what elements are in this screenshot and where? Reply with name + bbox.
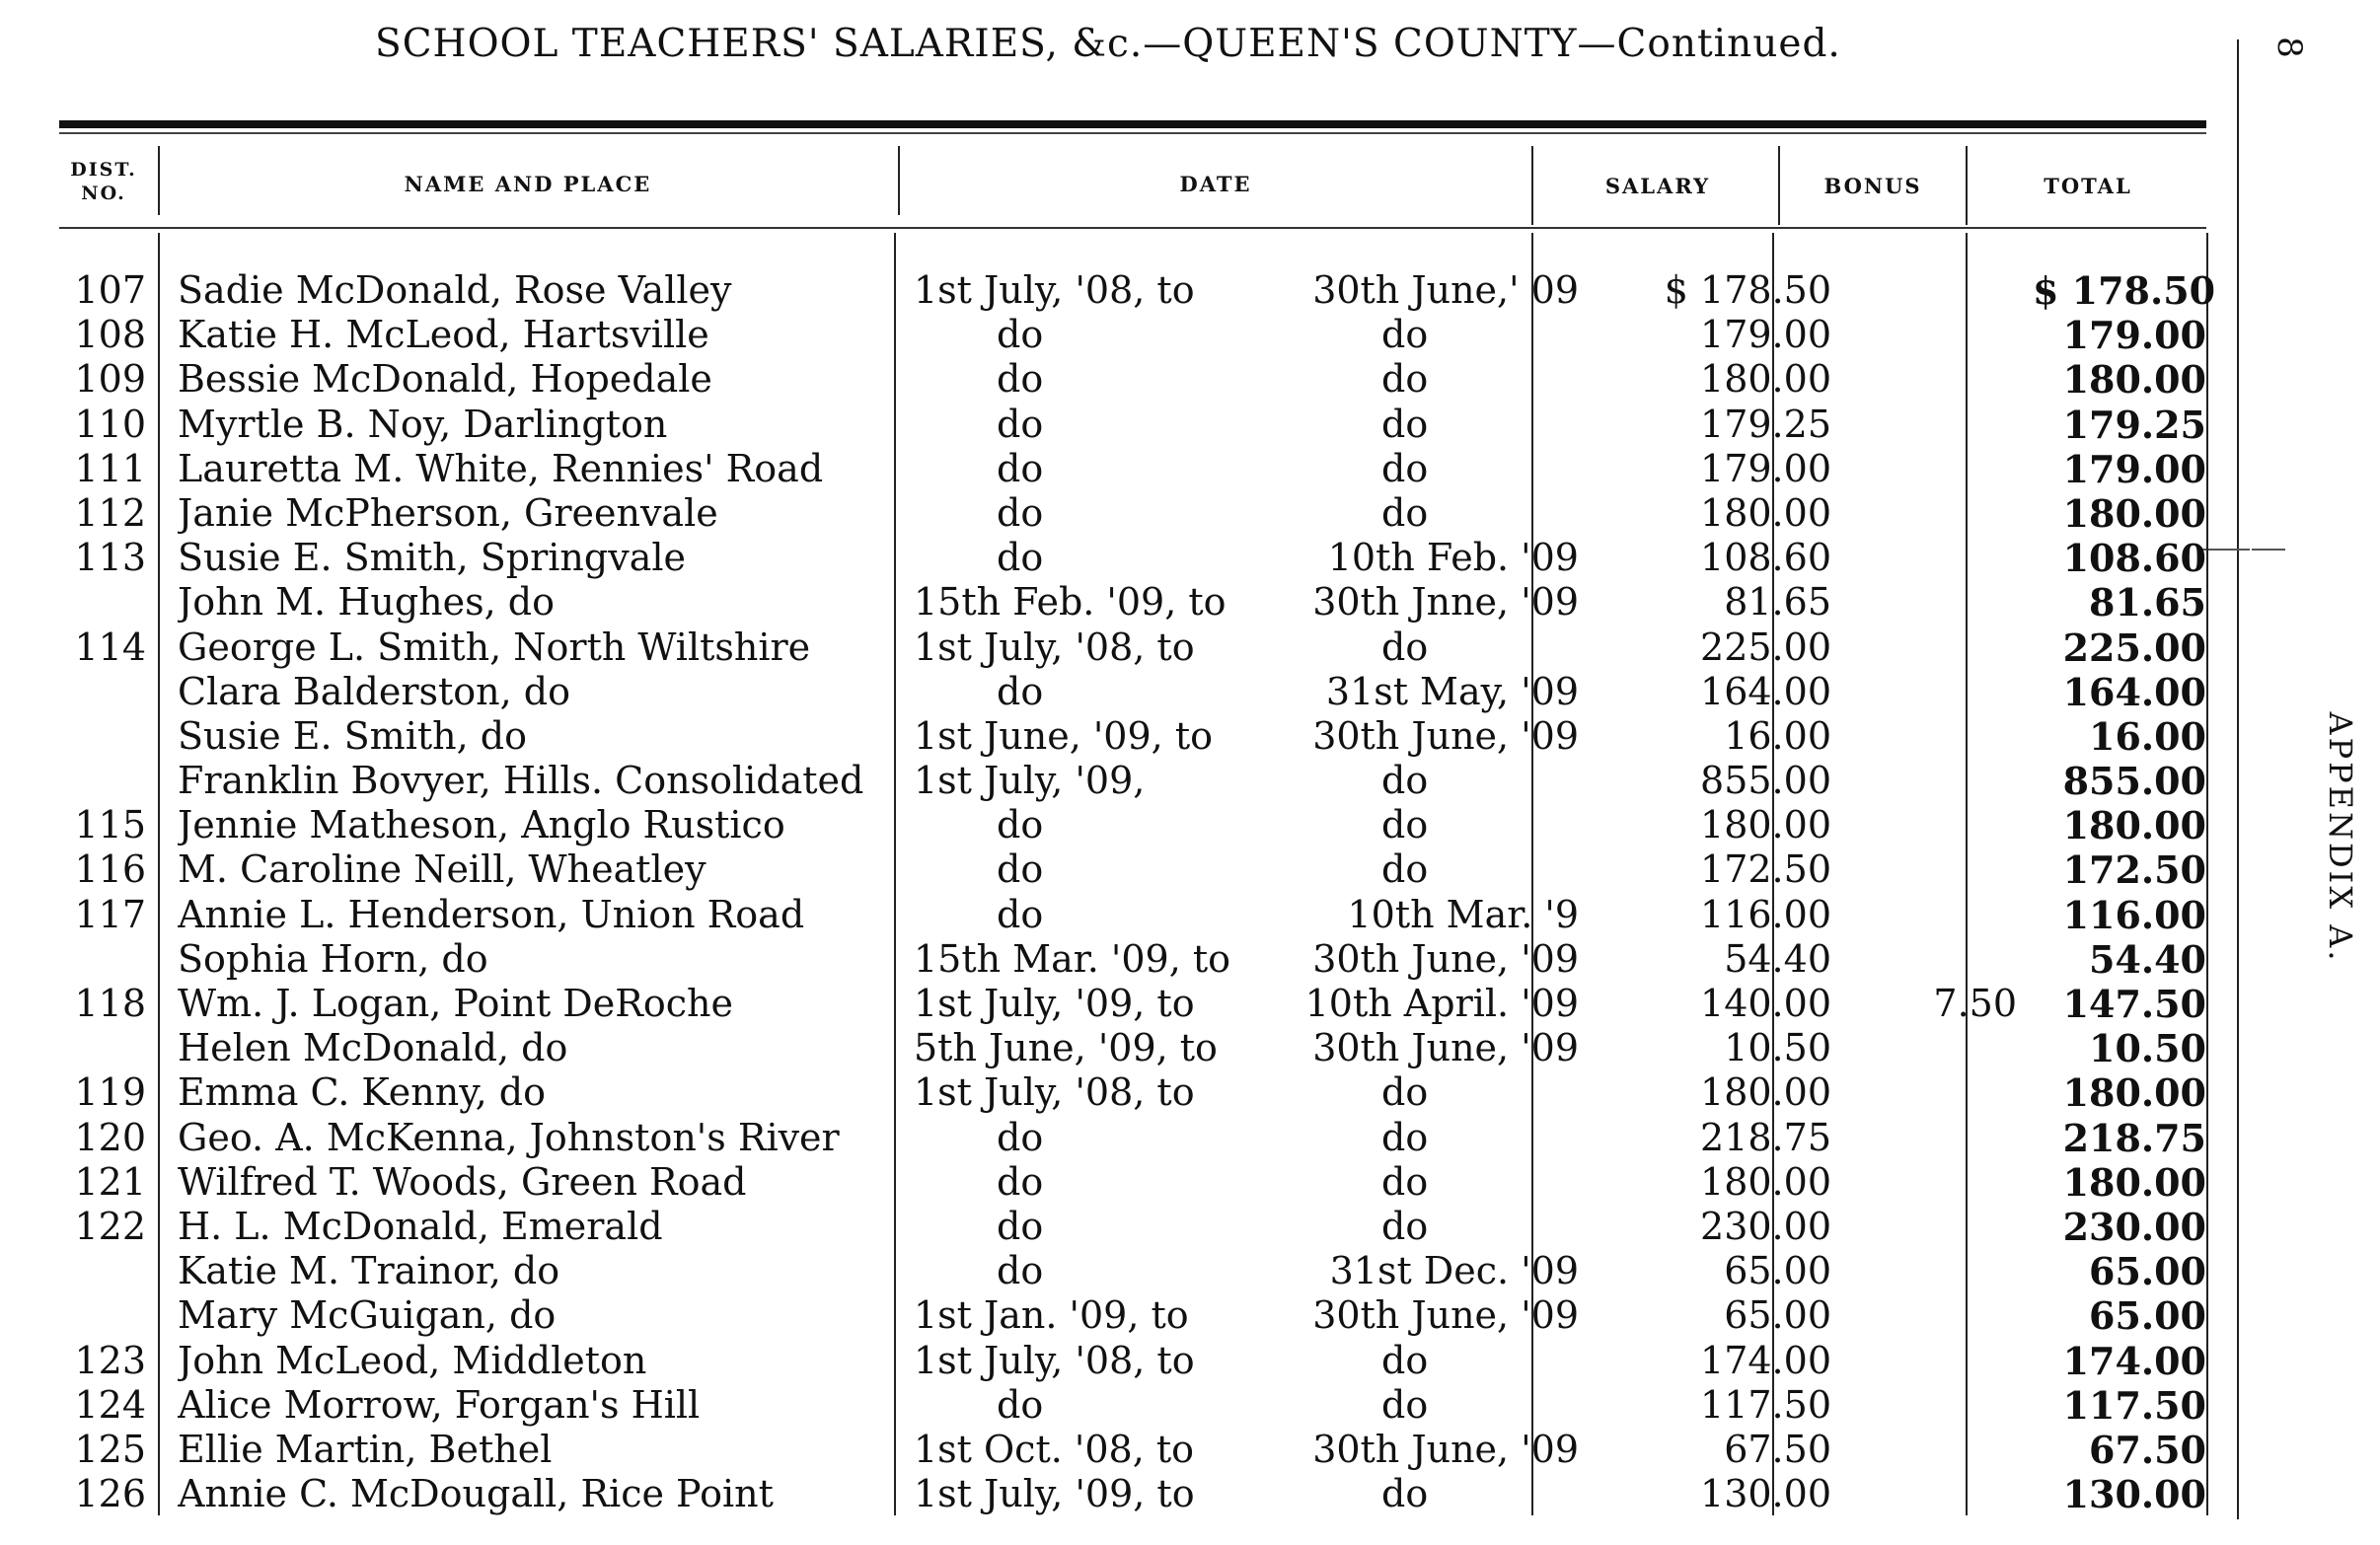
date-to: do xyxy=(1381,490,1429,535)
date-from: do xyxy=(997,357,1044,402)
column-header-rule xyxy=(59,227,2206,229)
total-amount: 117.50 xyxy=(2062,1382,2206,1428)
total-amount: 10.50 xyxy=(2089,1026,2206,1071)
district-number: 108 xyxy=(74,313,146,357)
salary-amount: 179.25 xyxy=(1700,402,1831,446)
salary-amount: 174.00 xyxy=(1700,1338,1831,1382)
total-amount: 65.00 xyxy=(2089,1249,2206,1294)
table-row xyxy=(59,536,2210,580)
district-number: 110 xyxy=(74,402,146,446)
date-to: 30th June,' 09 xyxy=(1312,268,1579,312)
district-number: 121 xyxy=(74,1159,146,1204)
total-amount: 172.50 xyxy=(2062,847,2206,893)
teacher-name-place: M. Caroline Neill, Wheatley xyxy=(178,847,707,892)
page-title: SCHOOL TEACHERS' SALARIES, &c.—QUEEN'S COUNTY—Continued. xyxy=(375,22,1841,66)
table-row xyxy=(59,803,2210,847)
salary-amount: 180.00 xyxy=(1700,490,1831,535)
date-to: do xyxy=(1381,1070,1429,1115)
date-to: do xyxy=(1381,357,1429,402)
table-row xyxy=(59,1383,2210,1428)
table-row xyxy=(59,1160,2210,1205)
teacher-name-place: Helen McDonald, do xyxy=(178,1026,568,1070)
table-row xyxy=(59,1205,2210,1249)
teacher-name-place: John M. Hughes, do xyxy=(178,580,555,625)
table-row xyxy=(59,670,2210,714)
date-to: 30th June, '09 xyxy=(1312,936,1579,981)
salary-amount: 180.00 xyxy=(1700,1070,1831,1115)
district-number: 116 xyxy=(74,847,146,892)
table-row xyxy=(59,1116,2210,1160)
date-from: 1st June, '09, to xyxy=(914,713,1213,758)
total-amount: 65.00 xyxy=(2089,1293,2206,1339)
teacher-name-place: Annie C. McDougall, Rice Point xyxy=(178,1472,774,1516)
salary-amount: $ 178.50 xyxy=(1664,268,1831,312)
date-from: 1st July, '09, to xyxy=(914,1472,1195,1516)
date-to: do xyxy=(1381,1472,1429,1516)
date-to: do xyxy=(1381,1338,1429,1382)
table-row xyxy=(59,847,2210,892)
date-from: 15th Feb. '09, to xyxy=(914,580,1227,625)
date-from: do xyxy=(997,446,1044,490)
salary-amount: 116.00 xyxy=(1700,892,1831,936)
teacher-name-place: Lauretta M. White, Rennies' Road xyxy=(178,446,824,490)
salary-amount: 108.60 xyxy=(1700,536,1831,580)
district-number: 111 xyxy=(74,446,146,490)
date-to: 10th Mar. '9 xyxy=(1347,892,1579,936)
teacher-name-place: Wilfred T. Woods, Green Road xyxy=(178,1159,747,1204)
table-row xyxy=(59,1293,2210,1338)
total-amount: 180.00 xyxy=(2062,357,2206,403)
column-header-name: NAME AND PLACE xyxy=(404,172,652,196)
teacher-name-place: Bessie McDonald, Hopedale xyxy=(178,357,712,402)
date-to: do xyxy=(1381,847,1429,892)
teacher-name-place: Annie L. Henderson, Union Road xyxy=(178,892,805,936)
margin-tick xyxy=(2252,549,2285,551)
salary-amount: 180.00 xyxy=(1700,803,1831,847)
salary-amount: 180.00 xyxy=(1700,1159,1831,1204)
table-row xyxy=(59,1026,2210,1070)
page-number: 8 xyxy=(2269,37,2309,58)
table-row xyxy=(59,491,2210,536)
header-rule-thin xyxy=(59,132,2206,134)
date-from: 15th Mar. '09, to xyxy=(914,936,1230,981)
total-amount: 81.65 xyxy=(2089,580,2206,625)
district-number: 122 xyxy=(74,1204,146,1248)
teacher-name-place: Ellie Martin, Bethel xyxy=(178,1427,553,1471)
teacher-name-place: Mary McGuigan, do xyxy=(178,1293,557,1338)
salary-amount: 140.00 xyxy=(1700,982,1831,1025)
date-from: 1st July, '08, to xyxy=(914,1338,1195,1382)
table-row xyxy=(59,625,2210,670)
total-amount: 108.60 xyxy=(2062,536,2206,581)
teacher-name-place: Katie M. Trainor, do xyxy=(178,1249,560,1293)
table-row xyxy=(59,1070,2210,1115)
column-header-date: DATE xyxy=(1179,172,1252,196)
date-to: 10th April. '09 xyxy=(1304,982,1579,1025)
teacher-name-place: Sophia Horn, do xyxy=(178,936,488,981)
district-number: 115 xyxy=(74,803,146,847)
salary-amount: 164.00 xyxy=(1700,669,1831,713)
date-from: do xyxy=(997,536,1044,580)
salary-amount: 117.50 xyxy=(1700,1382,1831,1427)
table-row xyxy=(59,313,2210,357)
total-amount: 179.25 xyxy=(2062,402,2206,447)
date-to: do xyxy=(1381,1159,1429,1204)
total-amount: 147.50 xyxy=(2062,982,2206,1026)
teacher-name-place: Emma C. Kenny, do xyxy=(178,1070,547,1115)
total-amount: 218.75 xyxy=(2062,1115,2206,1160)
salary-amount: 81.65 xyxy=(1724,580,1831,625)
date-to: 10th Feb. '09 xyxy=(1327,536,1579,580)
district-number: 125 xyxy=(74,1427,146,1471)
date-from: do xyxy=(997,402,1044,446)
table-row xyxy=(59,268,2216,313)
table-row xyxy=(59,580,2210,625)
date-from: do xyxy=(997,313,1044,357)
total-amount: 180.00 xyxy=(2062,1159,2206,1205)
total-amount: 230.00 xyxy=(2062,1204,2206,1249)
date-to: do xyxy=(1381,1204,1429,1248)
date-from: do xyxy=(997,1204,1044,1248)
teacher-name-place: Susie E. Smith, do xyxy=(178,713,527,758)
salary-amount: 65.00 xyxy=(1724,1249,1831,1293)
salary-amount: 225.00 xyxy=(1700,625,1831,669)
column-header-total: TOTAL xyxy=(2044,174,2132,198)
salary-amount: 180.00 xyxy=(1700,357,1831,402)
date-to: 31st May, '09 xyxy=(1325,669,1579,713)
column-header-dist: DIST. NO. xyxy=(70,159,137,204)
table-row xyxy=(59,1428,2210,1472)
salary-amount: 179.00 xyxy=(1700,446,1831,490)
district-number: 120 xyxy=(74,1115,146,1159)
total-amount: 225.00 xyxy=(2062,625,2206,670)
teacher-name-place: Geo. A. McKenna, Johnston's River xyxy=(178,1115,840,1159)
salary-amount: 855.00 xyxy=(1700,759,1831,803)
teacher-name-place: Alice Morrow, Forgan's Hill xyxy=(178,1382,701,1427)
margin-rule xyxy=(2237,39,2239,1519)
date-from: do xyxy=(997,669,1044,713)
teacher-name-place: John McLeod, Middleton xyxy=(178,1338,647,1382)
total-amount: 54.40 xyxy=(2089,936,2206,982)
table-row xyxy=(59,447,2210,491)
teacher-name-place: H. L. McDonald, Emerald xyxy=(178,1204,663,1248)
teacher-name-place: Wm. J. Logan, Point DeRoche xyxy=(178,982,733,1025)
salary-amount: 172.50 xyxy=(1700,847,1831,892)
column-header-bonus: BONUS xyxy=(1823,174,1922,198)
date-from: do xyxy=(997,803,1044,847)
date-from: 1st July, '09, xyxy=(914,759,1146,803)
district-number: 123 xyxy=(74,1338,146,1382)
column-divider xyxy=(158,146,160,215)
table-row xyxy=(59,357,2210,402)
total-amount: 180.00 xyxy=(2062,1070,2206,1116)
total-amount: 174.00 xyxy=(2062,1338,2206,1383)
salary-amount: 16.00 xyxy=(1724,713,1831,758)
total-amount: 164.00 xyxy=(2062,669,2206,714)
date-to: do xyxy=(1381,1115,1429,1159)
teacher-name-place: Jennie Matheson, Anglo Rustico xyxy=(178,803,785,847)
date-to: do xyxy=(1381,803,1429,847)
date-to: 30th June, '09 xyxy=(1312,1293,1579,1338)
date-from: 1st July, '09, to xyxy=(914,982,1195,1025)
table-row xyxy=(59,893,2210,937)
district-number: 126 xyxy=(74,1472,146,1516)
bonus-amount: 7.50 xyxy=(1933,982,2017,1025)
salary-amount: 130.00 xyxy=(1700,1472,1831,1516)
date-from: do xyxy=(997,1159,1044,1204)
district-number: 114 xyxy=(74,625,146,669)
teacher-name-place: Franklin Bovyer, Hills. Consolidated xyxy=(178,759,864,803)
date-to: do xyxy=(1381,759,1429,803)
teacher-name-place: Clara Balderston, do xyxy=(178,669,570,713)
table-row xyxy=(59,1339,2210,1383)
date-from: 1st Jan. '09, to xyxy=(914,1293,1189,1338)
date-from: 1st July, '08, to xyxy=(914,1070,1195,1115)
date-from: do xyxy=(997,847,1044,892)
teacher-name-place: Sadie McDonald, Rose Valley xyxy=(178,268,732,312)
total-amount: 16.00 xyxy=(2089,713,2206,759)
date-to: 31st Dec. '09 xyxy=(1329,1249,1579,1293)
date-from: 1st July, '08, to xyxy=(914,268,1195,312)
salary-amount: 65.00 xyxy=(1724,1293,1831,1338)
total-amount: 180.00 xyxy=(2062,803,2206,848)
teacher-name-place: Janie McPherson, Greenvale xyxy=(178,490,718,535)
date-from: do xyxy=(997,1249,1044,1293)
date-to: do xyxy=(1381,446,1429,490)
table-row xyxy=(59,982,2210,1026)
salary-amount: 54.40 xyxy=(1724,936,1831,981)
district-number: 112 xyxy=(74,490,146,535)
teacher-name-place: Myrtle B. Noy, Darlington xyxy=(178,402,668,446)
table-row xyxy=(59,759,2210,803)
date-to: do xyxy=(1381,1382,1429,1427)
date-to: do xyxy=(1381,402,1429,446)
table-row xyxy=(59,937,2210,982)
date-from: 1st Oct. '08, to xyxy=(914,1427,1194,1471)
salary-amount: 179.00 xyxy=(1700,313,1831,357)
total-amount: 855.00 xyxy=(2062,759,2206,804)
date-from: 1st July, '08, to xyxy=(914,625,1195,669)
date-to: 30th June, '09 xyxy=(1312,1427,1579,1471)
table-row xyxy=(59,714,2210,759)
table-row xyxy=(59,403,2210,447)
header-rule-thick xyxy=(59,120,2206,128)
column-divider xyxy=(898,146,900,215)
column-divider xyxy=(1778,146,1780,225)
column-header-salary: SALARY xyxy=(1604,174,1711,198)
salary-amount: 218.75 xyxy=(1700,1115,1831,1159)
district-number: 113 xyxy=(74,536,146,580)
date-to: do xyxy=(1381,625,1429,669)
date-to: do xyxy=(1381,313,1429,357)
total-amount: 116.00 xyxy=(2062,892,2206,937)
date-from: do xyxy=(997,1115,1044,1159)
teacher-name-place: George L. Smith, North Wiltshire xyxy=(178,625,811,669)
date-from: do xyxy=(997,1382,1044,1427)
column-divider xyxy=(1966,146,1968,225)
district-number: 119 xyxy=(74,1070,146,1115)
total-amount: 179.00 xyxy=(2062,313,2206,358)
salary-amount: 10.50 xyxy=(1724,1026,1831,1070)
district-number: 124 xyxy=(74,1382,146,1427)
total-amount: $ 178.50 xyxy=(2033,268,2216,313)
district-number: 107 xyxy=(74,268,146,312)
teacher-name-place: Susie E. Smith, Springvale xyxy=(178,536,686,580)
total-amount: 179.00 xyxy=(2062,446,2206,491)
table-row xyxy=(59,1249,2210,1293)
date-to: 30th June, '09 xyxy=(1312,1026,1579,1070)
date-from: 5th June, '09, to xyxy=(914,1026,1218,1070)
salary-amount: 67.50 xyxy=(1724,1427,1831,1471)
district-number: 118 xyxy=(74,982,146,1025)
appendix-label: APPENDIX A. xyxy=(2322,711,2359,964)
date-to: 30th June, '09 xyxy=(1312,713,1579,758)
date-to: 30th Jnne, '09 xyxy=(1312,580,1579,625)
total-amount: 180.00 xyxy=(2062,490,2206,536)
district-number: 109 xyxy=(74,357,146,402)
total-amount: 130.00 xyxy=(2062,1472,2206,1517)
district-number: 117 xyxy=(74,892,146,936)
column-divider xyxy=(1531,146,1533,225)
teacher-name-place: Katie H. McLeod, Hartsville xyxy=(178,313,709,357)
salary-table-body xyxy=(59,268,2216,1517)
date-from: do xyxy=(997,490,1044,535)
date-from: do xyxy=(997,892,1044,936)
table-row xyxy=(59,1472,2210,1516)
total-amount: 67.50 xyxy=(2089,1427,2206,1472)
salary-amount: 230.00 xyxy=(1700,1204,1831,1248)
